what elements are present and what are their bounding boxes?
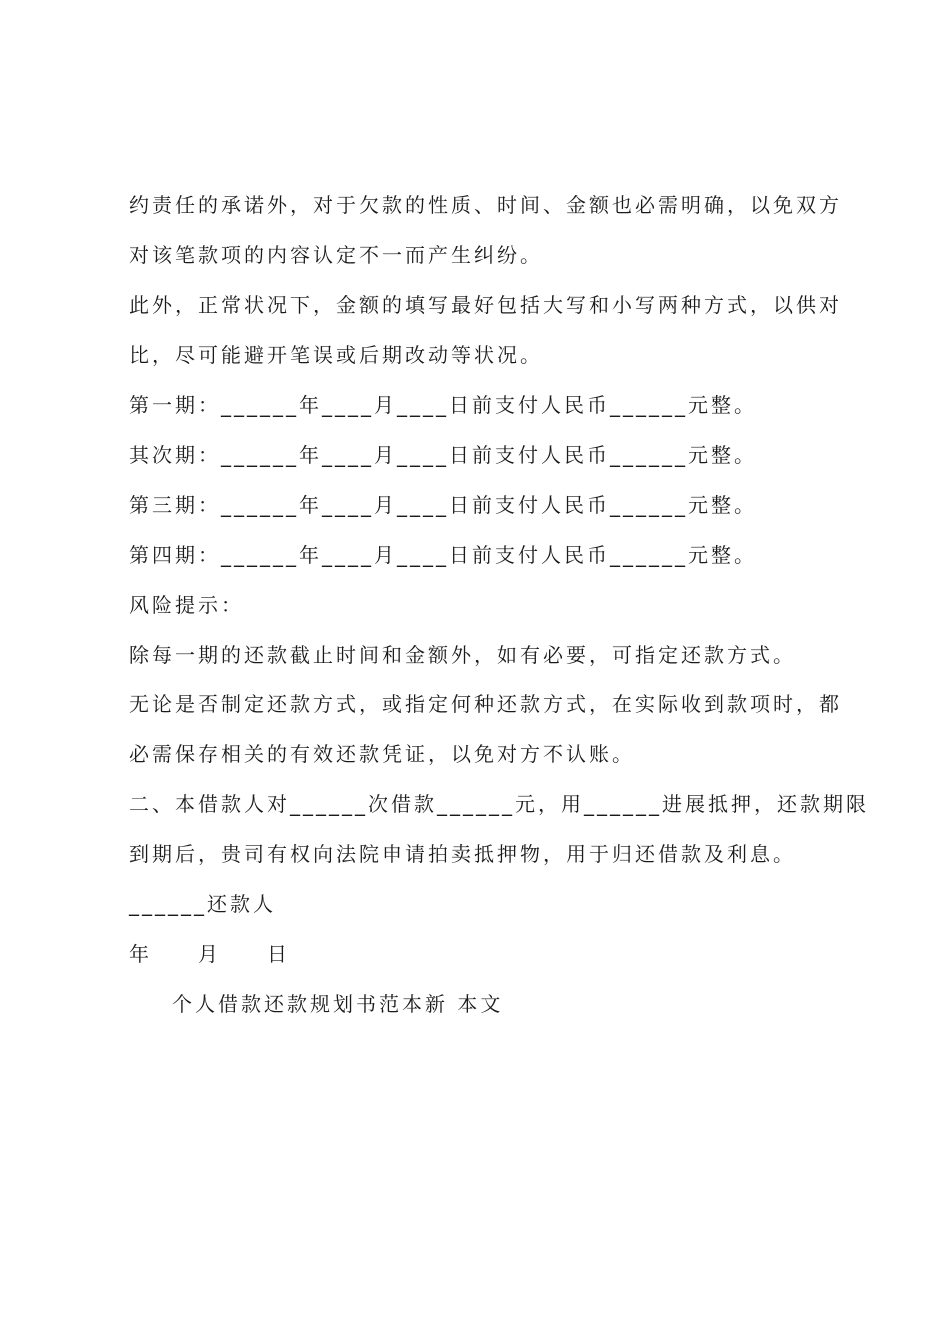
installment-line-3: 第三期：______年____月____日前支付人民币______元整。 <box>129 493 757 517</box>
installment-line-4: 第四期：______年____月____日前支付人民币______元整。 <box>129 543 757 567</box>
body-paragraph-line: 约责任的承诺外，对于欠款的性质、时间、金额也必需明确，以免双方 <box>129 193 842 217</box>
document-footer-title: 个人借款还款规划书范本新 本文 <box>172 992 504 1016</box>
body-paragraph-line: 对该笔款项的内容认定不一而产生纠纷。 <box>129 243 543 267</box>
date-line: 年 月 日 <box>129 942 290 966</box>
clause-two-line: 二、本借款人对______次借款______元，用______进展抵押，还款期限 <box>129 792 869 816</box>
body-paragraph-line: 此外，正常状况下，金额的填写最好包括大写和小写两种方式，以供对 <box>129 293 842 317</box>
body-paragraph-line: 比，尽可能避开笔误或后期改动等状况。 <box>129 343 543 367</box>
body-paragraph-line: 无论是否制定还款方式，或指定何种还款方式，在实际收到款项时，都 <box>129 692 842 716</box>
clause-two-line: 到期后，贵司有权向法院申请拍卖抵押物，用于归还借款及利息。 <box>129 842 796 866</box>
installment-line-1: 第一期：______年____月____日前支付人民币______元整。 <box>129 393 757 417</box>
body-paragraph-line: 必需保存相关的有效还款凭证，以免对方不认账。 <box>129 742 635 766</box>
risk-heading: 风险提示： <box>129 593 244 617</box>
repayer-signature-line: ______还款人 <box>129 892 276 916</box>
installment-line-2: 其次期：______年____月____日前支付人民币______元整。 <box>129 443 757 467</box>
body-paragraph-line: 除每一期的还款截止时间和金额外，如有必要，可指定还款方式。 <box>129 643 796 667</box>
